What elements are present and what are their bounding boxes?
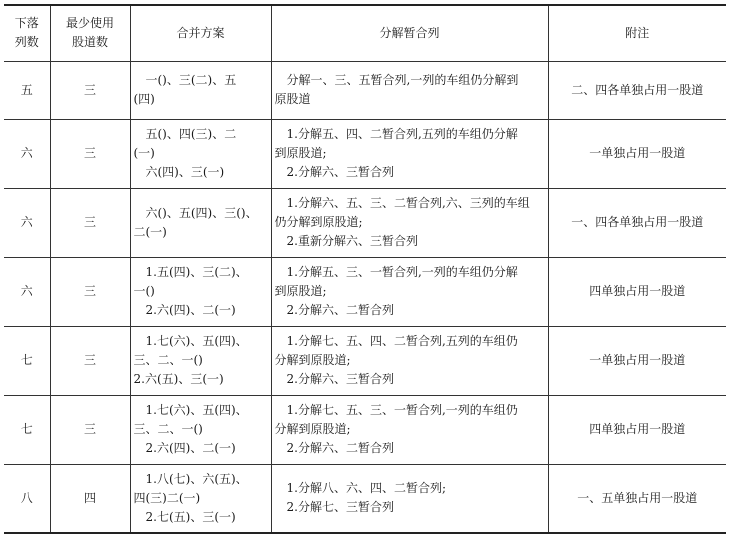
drop-count-cell: 七 — [4, 326, 50, 395]
min-tracks-cell: 三 — [50, 395, 130, 464]
merge-plan-cell: 1.七(六)、五(四)、 三、二、一() 2.六(五)、三(一) — [130, 326, 271, 395]
min-tracks-cell: 三 — [50, 257, 130, 326]
header-decompose: 分解暂合列 — [271, 5, 548, 61]
railway-grouping-table — [4, 4, 726, 534]
header-min-tracks: 最少使用 股道数 — [50, 5, 130, 61]
note-cell: 一单独占用一股道 — [548, 326, 726, 395]
drop-count-cell: 六 — [4, 188, 50, 257]
decompose-cell: 1.分解七、五、四、二暂合列,五列的车组仍 分解到原股道; 2.分解六、三暂合列 — [271, 326, 548, 395]
table-row — [4, 464, 726, 533]
table-row — [4, 61, 726, 119]
decompose-cell: 1.分解七、五、三、一暂合列,一列的车组仍 分解到原股道; 2.分解六、二暂合列 — [271, 395, 548, 464]
header-merge-plan: 合并方案 — [130, 5, 271, 61]
note-cell: 四单独占用一股道 — [548, 257, 726, 326]
min-tracks-cell: 四 — [50, 464, 130, 533]
merge-plan-cell: 一()、三(二)、五 (四) — [130, 61, 271, 119]
drop-count-cell: 六 — [4, 119, 50, 188]
note-cell: 一、四各单独占用一股道 — [548, 188, 726, 257]
drop-count-cell: 五 — [4, 61, 50, 119]
merge-plan-cell: 1.五(四)、三(二)、 一() 2.六(四)、二(一) — [130, 257, 271, 326]
note-cell: 一单独占用一股道 — [548, 119, 726, 188]
table-row — [4, 188, 726, 257]
header-note: 附注 — [548, 5, 726, 61]
min-tracks-cell: 三 — [50, 326, 130, 395]
note-cell: 四单独占用一股道 — [548, 395, 726, 464]
min-tracks-cell: 三 — [50, 61, 130, 119]
merge-plan-cell: 1.七(六)、五(四)、 三、二、一() 2.六(四)、二(一) — [130, 395, 271, 464]
merge-plan-cell: 六()、五(四)、三()、 二(一) — [130, 188, 271, 257]
decompose-cell: 1.分解五、三、一暂合列,一列的车组仍分解 到原股道; 2.分解六、二暂合列 — [271, 257, 548, 326]
drop-count-cell: 六 — [4, 257, 50, 326]
table-header-row — [4, 5, 726, 61]
drop-count-cell: 八 — [4, 464, 50, 533]
decompose-cell: 1.分解八、六、四、二暂合列; 2.分解七、三暂合列 — [271, 464, 548, 533]
drop-count-cell: 七 — [4, 395, 50, 464]
merge-plan-cell: 1.八(七)、六(五)、 四(三)二(一) 2.七(五)、三(一) — [130, 464, 271, 533]
decompose-cell: 1.分解六、五、三、二暂合列,六、三列的车组 仍分解到原股道; 2.重新分解六、三暂合列 — [271, 188, 548, 257]
decompose-cell: 分解一、三、五暂合列,一列的车组仍分解到 原股道 — [271, 61, 548, 119]
note-cell: 一、五单独占用一股道 — [548, 464, 726, 533]
min-tracks-cell: 三 — [50, 119, 130, 188]
table-row — [4, 395, 726, 464]
table-row — [4, 257, 726, 326]
note-cell: 二、四各单独占用一股道 — [548, 61, 726, 119]
min-tracks-cell: 三 — [50, 188, 130, 257]
header-drop-count: 下落 列数 — [4, 5, 50, 61]
decompose-cell: 1.分解五、四、二暂合列,五列的车组仍分解 到原股道; 2.分解六、三暂合列 — [271, 119, 548, 188]
table-row — [4, 326, 726, 395]
merge-plan-cell: 五()、四(三)、二 (一) 六(四)、三(一) — [130, 119, 271, 188]
table-row — [4, 119, 726, 188]
